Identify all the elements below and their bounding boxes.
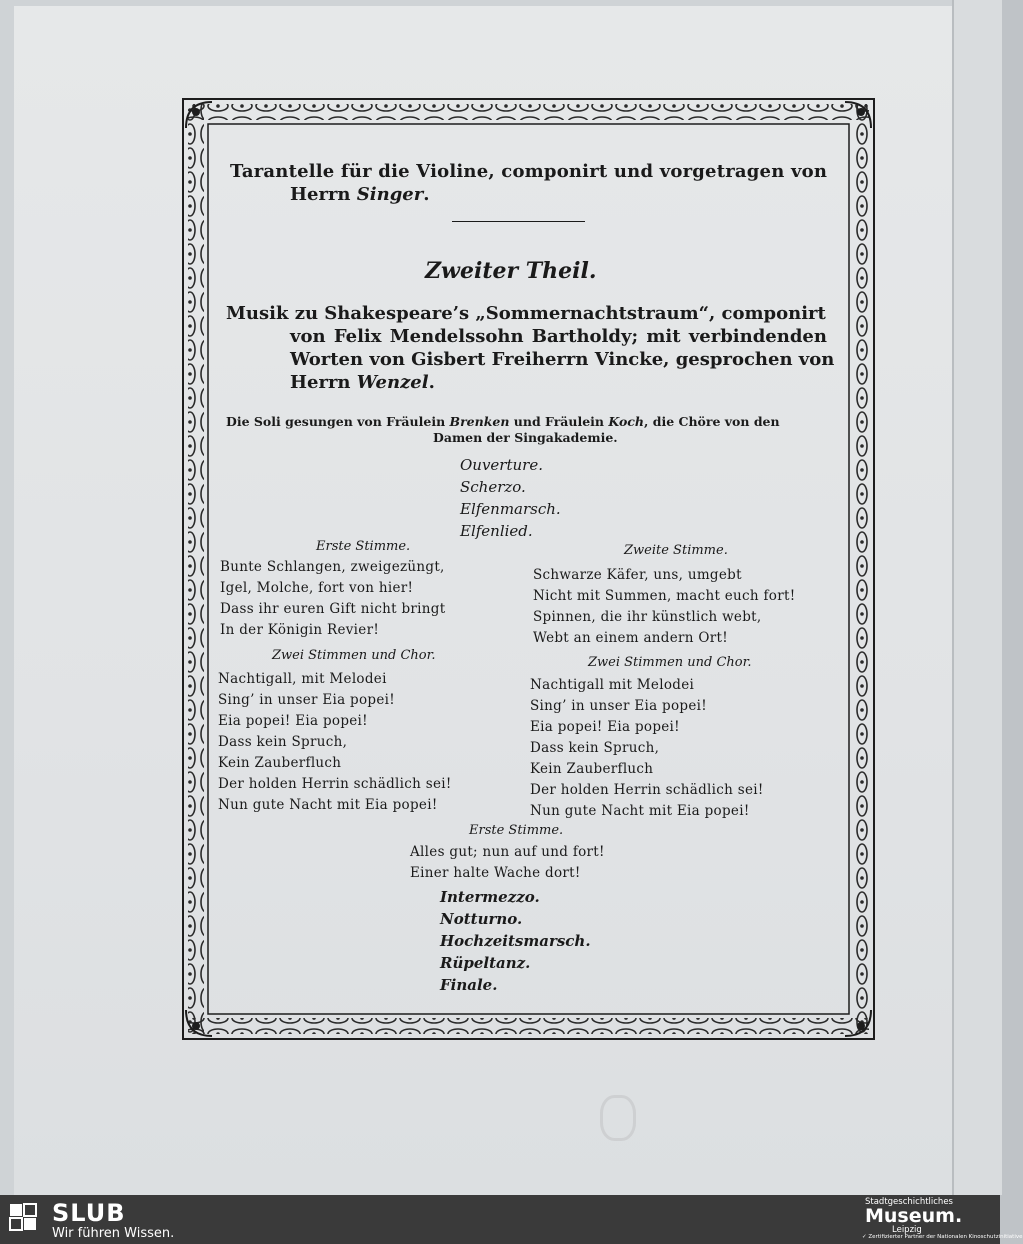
left-verse-1-line-1: Bunte Schlangen, zweigezüngt,: [220, 559, 445, 575]
right-verse-2-line-5: Kein Zauberfluch: [530, 761, 654, 777]
separator-rule: [452, 221, 585, 222]
right-verse-2-line-7: Nun gute Nacht mit Eia popei!: [530, 803, 750, 819]
intro-prefix: Herrn: [290, 184, 357, 205]
movement-rupeltanz: Rüpeltanz.: [440, 954, 531, 972]
main-work-line-2: von Felix Mendelssohn Bartholdy; mit verbindenden: [290, 326, 827, 347]
movement-finale: Finale.: [440, 976, 498, 994]
left-verse-1-line-2: Igel, Molche, fort von hier!: [220, 580, 414, 596]
museum-certificate: ✓ Zertifizierter Partner der Nationalen Kinoschutzinitiative: [862, 1234, 1023, 1240]
final-line-2: Einer halte Wache dort!: [410, 865, 581, 881]
left-verse-2-line-2: Sing’ in unser Eia popei!: [218, 692, 395, 708]
left-verse-2-line-5: Kein Zauberfluch: [218, 755, 342, 771]
left-verse-1-line-4: In der Königin Revier!: [220, 622, 380, 638]
left-verse-2-line-1: Nachtigall, mit Melodei: [218, 671, 387, 687]
footer-bar: [0, 1195, 1023, 1244]
main-work-suffix: .: [428, 372, 435, 393]
soli-singer-1: Brenken: [449, 414, 510, 429]
museum-name[interactable]: Museum.: [865, 1205, 963, 1227]
right-verse-1-line-3: Spinnen, die ihr künstlich webt,: [533, 609, 762, 625]
intro-performer: Singer: [356, 184, 424, 205]
intro-line-2: [290, 183, 430, 206]
left-heading-1: Erste Stimme.: [316, 539, 411, 554]
main-work-speaker: Wenzel: [356, 372, 429, 393]
section-title: Zweiter Theil.: [425, 258, 597, 284]
left-verse-2-line-7: Nun gute Nacht mit Eia popei!: [218, 797, 438, 813]
museum-top-label: Stadtgeschichtliches: [865, 1197, 953, 1207]
museum-city: Leipzig: [892, 1225, 922, 1235]
left-verse-1-line-3: Dass ihr euren Gift nicht bringt: [220, 601, 446, 617]
right-verse-2-line-3: Eia popei! Eia popei!: [530, 719, 680, 735]
soli-line-2: Damen der Singakademie.: [433, 430, 618, 445]
slub-claim: Wir führen Wissen.: [52, 1226, 175, 1241]
left-heading-2: Zwei Stimmen und Chor.: [272, 648, 436, 663]
right-verse-1-line-4: Webt an einem andern Ort!: [533, 630, 728, 646]
slub-name[interactable]: SLUB: [52, 1199, 126, 1227]
movement-elfenmarsch: Elfenmarsch.: [460, 500, 561, 518]
main-work-prefix: Herrn: [290, 372, 357, 393]
movement-notturno: Notturno.: [440, 910, 523, 928]
soli-text-a: Die Soli gesungen von Fräulein: [226, 414, 450, 429]
right-heading-2: Zwei Stimmen und Chor.: [588, 655, 752, 670]
right-verse-1-line-1: Schwarze Käfer, uns, umgebt: [533, 567, 742, 583]
movement-hochzeitsmarsch: Hochzeitsmarsch.: [440, 932, 591, 950]
soli-line-1: [226, 413, 780, 430]
right-verse-2-line-6: Der holden Herrin schädlich sei!: [530, 782, 764, 798]
right-verse-2-line-4: Dass kein Spruch,: [530, 740, 660, 756]
right-verse-2-line-1: Nachtigall mit Melodei: [530, 677, 695, 693]
left-verse-2-line-6: Der holden Herrin schädlich sei!: [218, 776, 452, 792]
movement-intermezzo: Intermezzo.: [440, 888, 540, 906]
right-verse-2-line-2: Sing’ in unser Eia popei!: [530, 698, 707, 714]
right-heading-1: Zweite Stimme.: [624, 543, 728, 558]
movement-scherzo: Scherzo.: [460, 478, 526, 496]
main-work-line-3: Worten von Gisbert Freiherrn Vincke, gesprochen von: [290, 349, 835, 370]
intro-line-1: Tarantelle für die Violine, componirt und vorgetragen von: [230, 161, 828, 182]
final-heading: Erste Stimme.: [469, 823, 564, 838]
slub-logo-icon[interactable]: [10, 1204, 32, 1226]
final-line-1: Alles gut; nun auf und fort!: [410, 844, 605, 860]
main-work-line-4: [290, 371, 435, 394]
intro-suffix: .: [423, 184, 430, 205]
right-verse-1-line-2: Nicht mit Summen, macht euch fort!: [533, 588, 796, 604]
main-work-line-1: Musik zu Shakespeare’s „Sommernachtstraum“, componirt: [226, 303, 826, 324]
movement-elfenlied: Elfenlied.: [460, 522, 533, 540]
soli-singer-2: Koch: [608, 414, 645, 429]
left-verse-2-line-3: Eia popei! Eia popei!: [218, 713, 368, 729]
movement-ouverture: Ouverture.: [460, 456, 543, 474]
left-verse-2-line-4: Dass kein Spruch,: [218, 734, 348, 750]
soli-text-c: und Fräulein: [509, 414, 609, 429]
soli-text-e: , die Chöre von den: [644, 414, 780, 429]
